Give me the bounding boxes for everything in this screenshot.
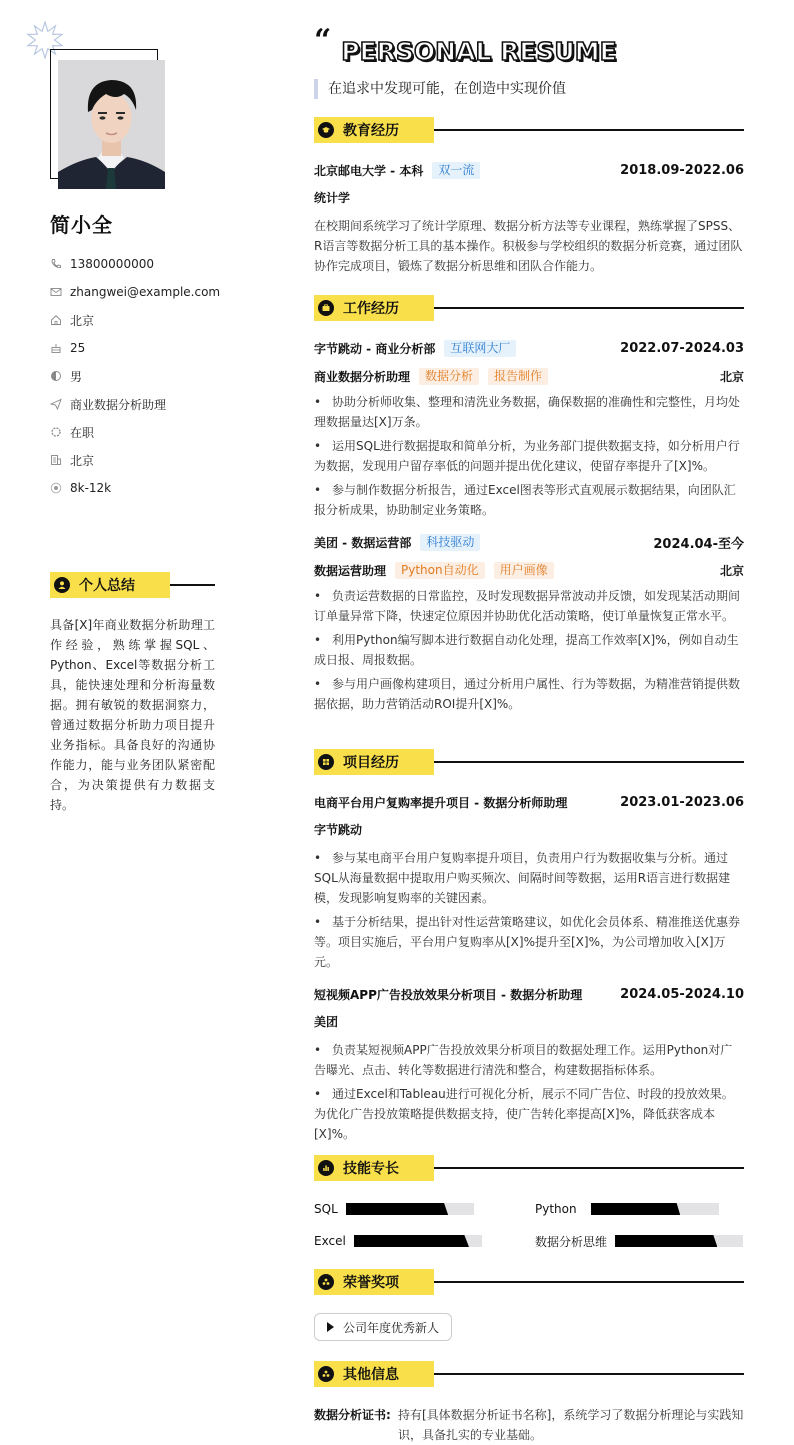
award-name: 公司年度优秀新人 [343, 1320, 440, 1335]
contact-position-value: 商业数据分析助理 [70, 397, 167, 412]
skill-item [314, 1199, 535, 1219]
skill-tag: 报告制作 [488, 368, 548, 385]
bullet-item: • 负责某短视频APP广告投放效果分析项目的数据处理工作。运用Python对广告曝光、点击、转化等数据进行清洗和整合，构建数据指标体系。 [314, 1043, 733, 1077]
honors-list [314, 1313, 744, 1341]
skill-tag: 数据分析 [419, 368, 479, 385]
section-divider [170, 584, 215, 586]
avatar-photo [58, 60, 165, 189]
play-triangle-icon [327, 1322, 334, 1332]
resume-title-text: PERSONAL RESUME [341, 37, 617, 66]
contact-list [50, 250, 220, 502]
skill-bar-fill [354, 1235, 469, 1247]
work-location: 北京 [719, 369, 744, 384]
graduation-cap-icon [318, 122, 334, 138]
skill-bar-fill [346, 1203, 448, 1215]
education-row [314, 160, 744, 180]
work-section [314, 295, 744, 718]
info-icon [318, 1366, 334, 1382]
skills-header [314, 1155, 744, 1181]
skills-section [314, 1155, 744, 1251]
bullet-item: • 通过Excel和Tableau进行可视化分析，展示不同广告位、时段的投放效果。为优化广告投放策略提供数据支持，使广告转化率提高[X]%，降低获客成本[X]%。 [314, 1087, 734, 1141]
project-bullets [314, 1040, 744, 1144]
education-header [314, 117, 744, 143]
skill-bar-fill [591, 1203, 681, 1215]
section-divider [434, 1281, 744, 1283]
resume-title [314, 23, 617, 70]
work-entry [314, 532, 744, 714]
mail-icon [50, 286, 62, 298]
skill-item [535, 1199, 744, 1219]
projects-title: 项目经历 [343, 755, 399, 771]
bullet-item: • 负责运营数据的日常监控，及时发现数据异常波动并反馈，如发现某活动期间订单量异常下降，快速定位原因并协助优化活动策略，使订单量恢复正常水平。 [314, 589, 741, 623]
company-tag: 互联网大厂 [444, 340, 516, 357]
contact-position [50, 390, 220, 418]
contact-location [50, 306, 220, 334]
major: 统计学 [314, 191, 351, 205]
section-divider [434, 761, 744, 763]
contact-city-value: 北京 [70, 453, 95, 468]
summary-text: 具备[X]年商业数据分析助理工作经验，熟练掌握SQL、Python、Excel等数据分析工具，能快速处理和分析海量数据。拥有敏锐的数据洞察力，曾通过数据分析助力项目提升业务指标。具备良好的沟通协作能力，能与业务团队紧密配合，为决策提供有力数据支持。 [50, 618, 215, 812]
contact-location-value: 北京 [70, 313, 95, 328]
contact-status-value: 在职 [70, 425, 95, 440]
project-org: 字节跳动 [314, 823, 363, 837]
summary-title: 个人总结 [79, 578, 135, 594]
work-entry [314, 338, 744, 520]
company-name: 字节跳动 - 商业分析部 [314, 341, 436, 356]
bullet-item: • 参与某电商平台用户复购率提升项目，负责用户行为数据收集与分析。通过SQL从海量数据中提取用户购买频次、间隔时间等数据，运用R语言进行数据建模，发现影响复购率的关键因素。 [314, 851, 731, 905]
skills-badge [314, 1155, 434, 1181]
project-row [314, 984, 744, 1004]
work-location: 北京 [719, 563, 744, 578]
work-period: 2022.07-2024.03 [620, 340, 744, 356]
work-period: 2024.04-至今 [653, 536, 744, 552]
briefcase-icon [318, 300, 334, 316]
skill-bar-fill [615, 1235, 717, 1247]
school-name: 北京邮电大学 - 本科 [314, 163, 424, 178]
motto: 在追求中发现可能，在创造中实现价值 [314, 79, 566, 99]
bullet-item: • 运用SQL进行数据提取和简单分析，为业务部门提供数据支持，如分析用户行为数据，发现用户留存率低的问题并提出优化建议，使留存率提升了[X]%。 [314, 439, 740, 473]
award-icon [318, 1274, 334, 1290]
cake-icon [50, 342, 62, 354]
skill-name: Excel [314, 1234, 346, 1248]
send-icon [50, 398, 62, 410]
project-row [314, 792, 744, 812]
section-divider [434, 1167, 744, 1169]
honors-section [314, 1269, 744, 1341]
other-header [314, 1361, 744, 1387]
role-row [314, 560, 744, 580]
education-desc: 在校期间系统学习了统计学原理、数据分析方法等专业课程，熟练掌握了SPSS、R语言等数据分析工具的基本操作。积极参与学校组织的数据分析竞赛，通过团队协作完成项目，锻炼了数据分析思维和团队合作能力。 [314, 219, 743, 273]
education-title: 教育经历 [343, 123, 399, 139]
contact-phone [50, 250, 220, 278]
work-bullets [314, 392, 744, 520]
contact-age [50, 334, 220, 362]
skill-name: 数据分析思维 [535, 1234, 608, 1249]
skill-tag: 用户画像 [494, 562, 554, 579]
sidebar [0, 0, 270, 1445]
skills-title: 技能专长 [343, 1161, 399, 1177]
other-section [314, 1361, 744, 1445]
role-title: 数据运营助理 [314, 563, 387, 578]
skill-item [535, 1231, 744, 1251]
bullet-item: • 基于分析结果，提出针对性运营策略建议，如优化会员体系、精准推送优惠券等。项目实施后，平台用户复购率从[X]%提升至[X]%，为公司增加收入[X]万元。 [314, 915, 741, 969]
skill-bar [615, 1235, 743, 1247]
contact-salary-value: 8k-12k [70, 481, 112, 495]
project-period: 2024.05-2024.10 [620, 986, 744, 1002]
bullet-item: • 协助分析师收集、整理和清洗业务数据，确保数据的准确性和完整性，月均处理数据量达[X]万条。 [314, 395, 741, 429]
section-divider [434, 129, 744, 131]
work-bullets [314, 586, 744, 714]
summary-section [50, 572, 215, 815]
other-value: 持有[具体数据分析证书名称]，系统学习了数据分析理论与实践知识，具备扎实的专业基础。 [398, 1408, 744, 1442]
project-entry [314, 984, 744, 1144]
other-item [314, 1405, 744, 1445]
skill-item [314, 1231, 535, 1251]
projects-badge [314, 749, 434, 775]
phone-icon [50, 258, 62, 270]
contact-gender [50, 362, 220, 390]
summary-header [50, 572, 215, 598]
contact-city [50, 446, 220, 474]
company-tag: 科技驱动 [420, 534, 480, 551]
role-title: 商业数据分析助理 [314, 369, 411, 384]
company-name: 美团 - 数据运营部 [314, 535, 412, 550]
gender-icon [50, 370, 62, 382]
bar-chart-icon [318, 1160, 334, 1176]
candidate-name: 简小全 [50, 213, 113, 237]
other-badge [314, 1361, 434, 1387]
skill-tag: Python自动化 [395, 562, 485, 579]
summary-badge [50, 572, 170, 598]
skill-bar [354, 1235, 482, 1247]
contact-salary [50, 474, 220, 502]
work-badge [314, 295, 434, 321]
contact-phone-value: 13800000000 [70, 257, 154, 271]
education-period: 2018.09-2022.06 [620, 162, 744, 178]
project-name: 短视频APP广告投放效果分析项目 - 数据分析助理 [314, 987, 583, 1002]
skills-grid [314, 1199, 744, 1251]
contact-status [50, 418, 220, 446]
building-icon [50, 454, 62, 466]
award-chip [314, 1313, 452, 1341]
skill-name: SQL [314, 1202, 338, 1216]
contact-email [50, 278, 220, 306]
education-entry [314, 160, 744, 276]
work-header [314, 295, 744, 321]
bullet-item: • 利用Python编写脚本进行数据自动化处理，提高工作效率[X]%，例如自动生成日报、周报数据。 [314, 633, 739, 667]
project-name: 电商平台用户复购率提升项目 - 数据分析师助理 [314, 795, 568, 810]
quote-mark-icon: “ [314, 23, 332, 58]
skill-bar [591, 1203, 719, 1215]
projects-header [314, 749, 744, 775]
status-icon [50, 426, 62, 438]
education-section [314, 117, 744, 276]
contact-age-value: 25 [70, 341, 86, 355]
work-row [314, 338, 744, 358]
contact-email-value: zhangwei@example.com [70, 285, 221, 299]
bullet-item: • 参与用户画像构建项目，通过分析用户属性、行为等数据，为精准营销提供数据依据，助力营销活动ROI提升[X]%。 [314, 677, 741, 711]
projects-section [314, 749, 744, 1148]
other-title: 其他信息 [343, 1367, 399, 1383]
project-bullets [314, 848, 744, 972]
section-divider [434, 1373, 744, 1375]
school-tag: 双一流 [432, 162, 480, 179]
salary-icon [50, 482, 62, 494]
work-title: 工作经历 [343, 301, 399, 317]
grid-icon [318, 754, 334, 770]
education-badge [314, 117, 434, 143]
project-period: 2023.01-2023.06 [620, 794, 744, 810]
bullet-item: • 参与制作数据分析报告，通过Excel图表等形式直观展示数据结果，向团队汇报分析成果，协助制定业务策略。 [314, 483, 736, 517]
home-icon [50, 314, 62, 326]
contact-gender-value: 男 [70, 369, 83, 384]
honors-header [314, 1269, 744, 1295]
honors-badge [314, 1269, 434, 1295]
honors-title: 荣誉奖项 [343, 1275, 399, 1291]
other-label: 数据分析证书: [314, 1408, 391, 1422]
skill-name: Python [535, 1202, 577, 1216]
project-entry [314, 792, 744, 972]
section-divider [434, 307, 744, 309]
skill-bar [346, 1203, 474, 1215]
user-icon [54, 577, 70, 593]
role-row [314, 366, 744, 386]
project-org: 美团 [314, 1015, 339, 1029]
work-row [314, 532, 744, 552]
